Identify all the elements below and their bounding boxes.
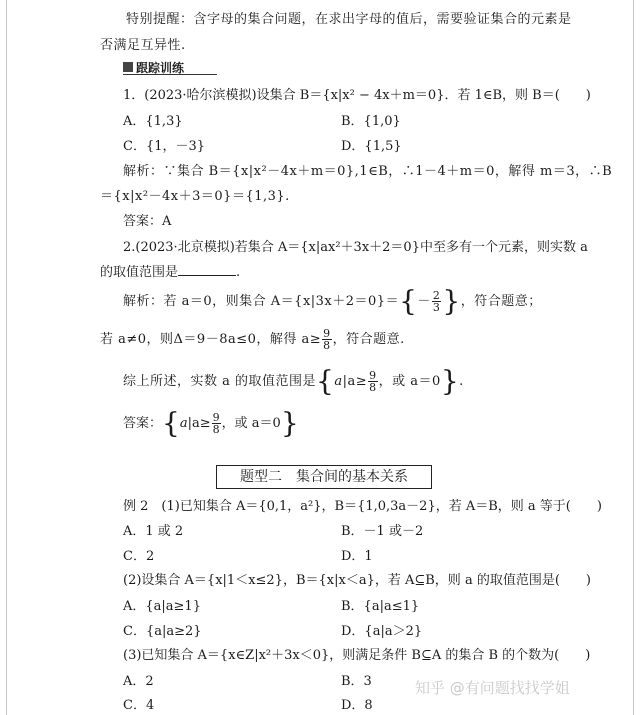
q2-stem-line-2 [100,261,240,280]
right-brace: } [442,284,461,318]
ex2-part3-stem: (3)已知集合 A＝{x∈Z|x²＋3x＜0}，则满足条件 B⊆A 的集合 B 的个数为( ) [123,648,591,663]
q2-summary-pre: 综上所述，实数 a 的取值范围是 [123,374,317,389]
ex2-part3-option-b: B．3 [341,674,372,689]
ex2-part2-stem: (2)设集合 A＝{x|1＜x≤2}，B＝{x|x＜a}，若 A⊆B，则 a 的取值范围是( ) [123,573,591,588]
left-brace: { [316,364,335,398]
ex2-part1-stem: 例 2 (1)已知集合 A＝{0,1，a²}，B＝{1,0,3a－2}，若 A＝B，则 a 等于( ) [123,499,602,514]
fraction-two-thirds [432,290,442,313]
q2-analysis-2-pre: 若 a≠0，则Δ＝9－8a≤0，解得 a≥ [100,332,322,347]
set-bar: | [187,416,192,431]
frac-num: 2 [432,289,441,302]
page-border-left [6,0,7,715]
q1-option-d: D．{1,5} [341,139,402,154]
left-brace: { [399,284,418,318]
ex2-part3-option-c: C．4 [123,698,155,713]
page-border-right [633,0,634,715]
summary-end: . [459,374,464,389]
q2-analysis-line-2 [100,328,405,351]
ex2-part2-option-d: D．{a|a＞2} [341,624,423,639]
ex2-part2-option-a: A．{a|a≥1} [123,599,201,614]
frac-den: 8 [323,339,331,352]
right-brace: } [440,364,460,398]
ex2-part2-option-c: C．{a|a≥2} [123,624,202,639]
answer-cond: a≥ [192,416,211,431]
right-brace: } [280,406,299,440]
set-bar: | [342,374,348,389]
fraction-nine-eighths [212,412,221,435]
frac-den: 8 [212,423,220,436]
ex2-part2-option-b: B．{a|a≤1} [341,599,420,614]
tip-line-1: 特别提醒：含字母的集合问题，在求出字母的值后，需要验证集合的元素是 [126,12,572,27]
frac-den: 3 [432,301,441,314]
fraction-nine-eighths [322,328,332,351]
training-heading-label: 跟踪训练 [136,60,185,75]
summary-var: a [334,374,343,389]
tip-line-2: 否满足互异性. [100,38,186,53]
q2-answer-pre: 答案： [123,416,163,431]
zhihu-watermark: 知乎 @有问题找找学姐 [415,679,570,697]
ex2-part1-option-b: B．－1 或－2 [341,524,424,539]
ex2-part1-option-c: C．2 [123,549,155,564]
ex2-part3-option-a: A．2 [123,674,154,689]
answer-var: a [179,416,188,431]
answer-or: ，或 a＝0 [221,416,281,431]
q2-analysis-1-neg: － [417,294,431,309]
ex2-part1-option-a: A．1 或 2 [123,524,184,539]
q2-analysis-1-post: ，符合题意； [460,294,542,309]
ex2-part1-option-d: D．1 [341,549,373,564]
frac-num: 9 [323,327,331,340]
q1-analysis-line-1: 解析：∵集合 B＝{x|x²－4x＋m＝0},1∈B，∴1－4＋m＝0，解得 m＝3，∴B [123,164,613,179]
frac-num: 9 [212,411,220,424]
q2-stem: 2.(2023·北京模拟)若集合 A＝{x|ax²＋3x＋2＝0}中至多有一个元素，则实数 a [123,240,588,255]
summary-cond: a≥ [347,374,368,389]
answer-blank [178,264,236,276]
fraction-nine-eighths [368,370,378,393]
q2-summary [123,364,464,398]
section-title: 题型二 集合间的基本关系 [216,465,432,489]
training-heading [123,60,217,75]
q2-analysis-line-1 [123,284,542,318]
left-brace: { [162,406,180,440]
heading-block-icon [123,62,133,72]
summary-or: ，或 a＝0 [378,374,441,389]
q1-stem: 1．(2023·哈尔滨模拟)设集合 B＝{x|x² − 4x＋m＝0}．若 1∈B，则 B＝( ) [123,88,591,103]
frac-den: 8 [369,381,377,394]
q1-analysis-line-2: ＝{x|x²－4x＋3＝0}＝{1,3}. [100,189,290,204]
q1-option-a: A．{1,3} [123,114,183,129]
q2-analysis-1-pre: 解析：若 a＝0，则集合 A＝{x|3x＋2＝0}＝ [123,294,400,309]
ex2-part3-option-d: D．8 [341,698,373,713]
q1-answer: 答案：A [123,214,172,229]
q2-stem-line-2-text: 的取值范围是 [100,265,179,280]
q2-answer [123,406,299,440]
q1-option-b: B．{1,0} [341,114,401,129]
frac-num: 9 [369,369,377,382]
q2-analysis-2-post: ，符合题意. [332,332,405,347]
q1-option-c: C．{1，－3} [123,139,206,154]
q2-stem-line-2-end: . [236,265,241,280]
